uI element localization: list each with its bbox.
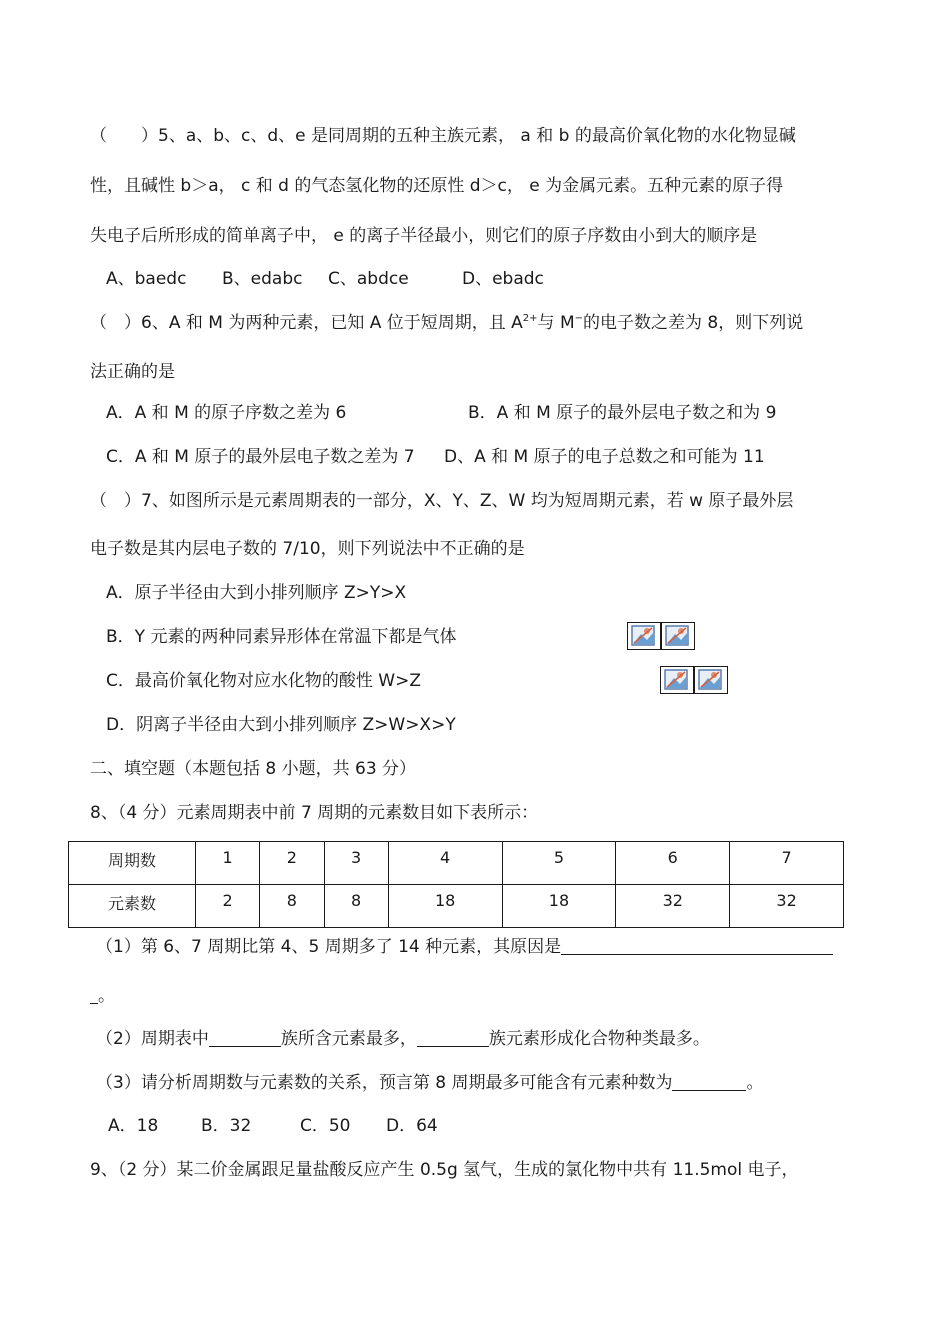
answer-blank[interactable]	[672, 1072, 746, 1091]
table-row	[69, 842, 844, 885]
q8-option-b: B．32	[201, 1116, 252, 1136]
table-cell: 32	[616, 885, 730, 928]
table-cell: 4	[388, 842, 502, 885]
q7-option-c: C．最高价氧化物对应水化物的酸性 W>Z	[106, 671, 421, 691]
q6-line-2: 法正确的是	[90, 362, 175, 382]
table-cell: 1	[196, 842, 260, 885]
answer-blank[interactable]	[90, 985, 98, 1004]
q8-option-c: C．50	[300, 1116, 351, 1136]
broken-image-icon	[694, 666, 728, 694]
table-cell: 8	[260, 885, 324, 928]
q8-option-a: A．18	[108, 1116, 159, 1136]
table-cell: 18	[388, 885, 502, 928]
table-cell: 5	[502, 842, 616, 885]
table-cell: 3	[324, 842, 388, 885]
table-header-cell: 元素数	[69, 885, 196, 928]
table-cell: 18	[502, 885, 616, 928]
q8-sub2-text-b: 族所含元素最多，	[280, 1029, 417, 1049]
table-cell: 6	[616, 842, 730, 885]
table-cell: 2	[196, 885, 260, 928]
answer-blank[interactable]	[417, 1028, 489, 1047]
q8-sub2	[96, 1027, 710, 1051]
q8-option-d: D．64	[386, 1116, 438, 1136]
q5-option-a: A、baedc	[106, 269, 187, 289]
q8-sub1	[96, 935, 833, 959]
q5-option-b: B、edabc	[222, 269, 303, 289]
q6-charge-m: −	[574, 313, 584, 324]
q6-option-c: C．A 和 M 原子的最外层电子数之差为 7	[106, 447, 415, 467]
section-title: 二、填空题（本题包括 8 小题，共 63 分）	[90, 759, 417, 779]
q5-line-2: 性，且碱性 b＞a， c 和 d 的气态氢化物的还原性 d＞c， e 为金属元素。五种元素的原子得	[90, 176, 784, 196]
q6-charge-a: 2+	[522, 313, 538, 324]
q8-sub1-cont	[90, 984, 115, 1008]
table-cell: 32	[730, 885, 844, 928]
broken-image-icon	[627, 622, 661, 650]
q5-option-c: C、abdce	[328, 269, 409, 289]
broken-image-icon	[661, 622, 695, 650]
q5-line-3: 失电子后所形成的简单离子中， e 的离子半径最小，则它们的原子序数由小到大的顺序是	[90, 226, 758, 246]
q7-option-b: B．Y 元素的两种同素异形体在常温下都是气体	[106, 627, 457, 647]
q8-sub2-text-a: （2）周期表中	[96, 1029, 209, 1049]
q7-option-a: A．原子半径由大到小排列顺序 Z>Y>X	[106, 583, 407, 603]
q8-sub1-end: 。	[98, 986, 115, 1006]
q8-sub3	[96, 1071, 763, 1095]
table-cell: 7	[730, 842, 844, 885]
q6-text-suffix: 的电子数之差为 8，则下列说	[583, 313, 804, 333]
period-table	[68, 841, 844, 928]
q6-option-d: D、A 和 M 原子的电子总数之和可能为 11	[444, 447, 765, 467]
table-cell: 8	[324, 885, 388, 928]
q5-option-d: D、ebadc	[462, 269, 544, 289]
q7-line-2: 电子数是其内层电子数的 7/10，则下列说法中不正确的是	[90, 539, 525, 559]
q6-text-prefix: （ ）6、A 和 M 为两种元素，已知 A 位于短周期，且 A	[90, 313, 523, 333]
q7-option-d: D．阴离子半径由大到小排列顺序 Z>W>X>Y	[106, 715, 456, 735]
q5-line-1: （ ）5、a、b、c、d、e 是同周期的五种主族元素， a 和 b 的最高价氧化物的水化物显碱	[90, 126, 796, 146]
table-cell: 2	[260, 842, 324, 885]
answer-blank[interactable]	[209, 1028, 281, 1047]
table-header-cell: 周期数	[69, 842, 196, 885]
broken-image-icon	[660, 666, 694, 694]
q6-line-1	[90, 311, 803, 335]
q9-line-1: 9、（2 分）某二价金属跟足量盐酸反应产生 0.5g 氢气，生成的氯化物中共有 11.5mol 电子，	[90, 1160, 799, 1180]
table-row	[69, 885, 844, 928]
q8-sub2-text-c: 族元素形成化合物种类最多。	[488, 1029, 710, 1049]
q8-sub1-text: （1）第 6、7 周期比第 4、5 周期多了 14 种元素，其原因是	[96, 937, 562, 957]
q8-title: 8、（4 分）元素周期表中前 7 周期的元素数目如下表所示：	[90, 803, 539, 823]
q8-sub3-end: 。	[746, 1073, 764, 1093]
q6-option-b: B．A 和 M 原子的最外层电子数之和为 9	[468, 403, 777, 423]
q7-line-1: （ ）7、如图所示是元素周期表的一部分，X、Y、Z、W 均为短周期元素，若 w 原子最外层	[90, 491, 794, 511]
q8-sub3-text: （3）请分析周期数与元素数的关系，预言第 8 周期最多可能含有元素种数为	[96, 1073, 673, 1093]
q6-text-middle: 与 M	[537, 313, 575, 333]
q6-option-a: A．A 和 M 的原子序数之差为 6	[106, 403, 347, 423]
answer-blank[interactable]	[561, 936, 833, 955]
